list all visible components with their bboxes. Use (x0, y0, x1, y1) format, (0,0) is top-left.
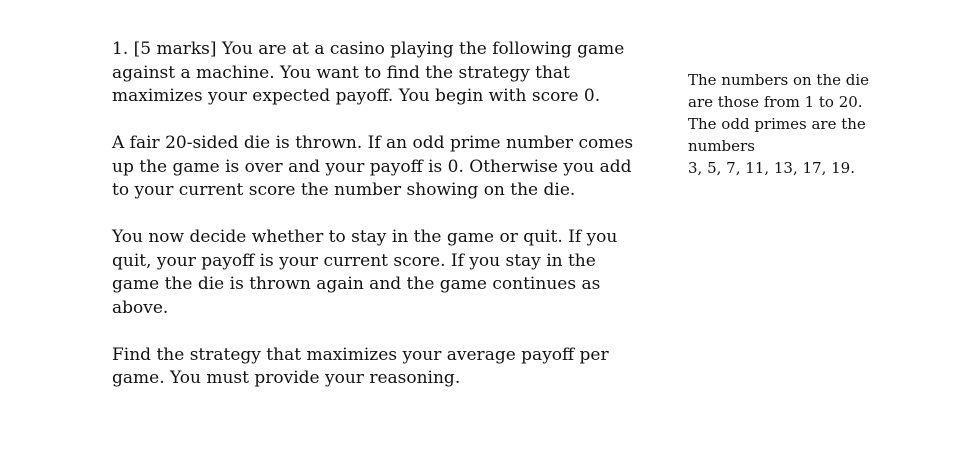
side-note-line: are those from 1 to 20. (688, 93, 863, 111)
question-paragraph-1 (112, 38, 652, 109)
text-line: Find the strategy that maximizes your average payoff per (112, 344, 609, 365)
question-paragraph-4 (112, 344, 652, 391)
side-note-line: The numbers on the die (688, 71, 870, 89)
text-line: quit, your payoff is your current score. If you stay in the (112, 250, 596, 271)
side-note-line: 3, 5, 7, 11, 13, 17, 19. (688, 159, 855, 177)
text-line: against a machine. You want to find the strategy that (112, 62, 570, 83)
question-paragraph-3 (112, 226, 652, 320)
question-paragraph-2 (112, 132, 652, 203)
question-text (112, 38, 652, 414)
text-line: to your current score the number showing on the die. (112, 180, 576, 200)
text-line: maximizes your expected payoff. You begin with score 0. (112, 86, 601, 106)
text-line: game the die is thrown again and the game continues as (112, 274, 601, 294)
side-note (688, 69, 958, 179)
text-line: A fair 20-sided die is thrown. If an odd prime number comes (112, 133, 634, 153)
text-line: 1. [5 marks] You are at a casino playing the following game (112, 39, 625, 59)
text-line: game. You must provide your reasoning. (112, 368, 461, 388)
text-line: You now decide whether to stay in the game or quit. If you (112, 227, 618, 247)
text-line: up the game is over and your payoff is 0. Otherwise you add (112, 156, 632, 177)
text-line: above. (112, 297, 169, 318)
side-note-line: The odd primes are the (688, 115, 866, 133)
side-note-line: numbers (688, 137, 755, 155)
